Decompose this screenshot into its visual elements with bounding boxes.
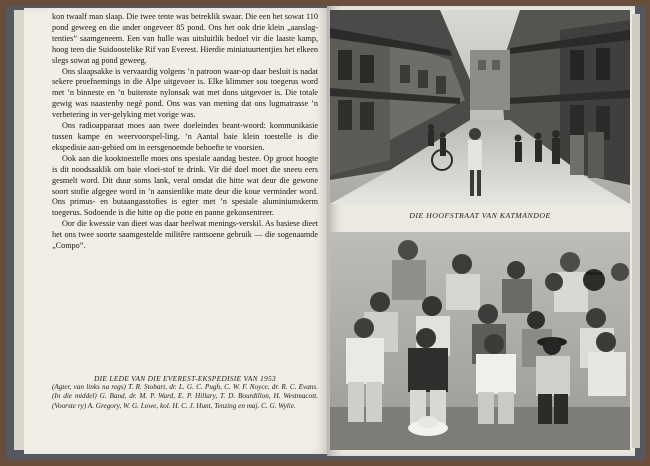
paragraph-4: Ook aan die kooktoestelle moes ons spesiale aandag bestee. Op groot hoogte is dit noodsaaklik om baie vloei-stof te drink. Vir dié doel moet die sneeu eers gesmelt word. Dit duur soms lank, veral omdat die hitte wat deur die gewone soort stofie afgegee word in ’n aansienlike mate deur die koue verminder word. Ons primus- en butaangasstofies is egter met ’n spesiale aluminiumskerm toegerus. Sodoende is die hitte op die potte en panne gekonsentreer. [52, 153, 318, 218]
paragraph-3: Ons radioapparaat moes aan twee doeleindes beant-woord: kommunikasie tussen kampe en weervoorspel-ling. ’n Aantal baie klein toestelle is die ekspedisie aan-gebied om in eersgenoemde behoefte te voorsien. [52, 121, 318, 152]
caption-title: DIE LEDE VAN DIE EVEREST-EKSPEDISIE VAN 1953 [94, 374, 276, 383]
caption-body: (Agter, van links na regs) T. R. Stobart, dr. L. G. C. Pugh, C. W. F. Noyce, dr. R. C. Evans. (In die middel) G. Band, dr. M. P. Ward, E. P. Hillary, T. D. Bourdillon, H. Westmacott. (Voorste ry) A. Gregory, W. G. Lowe, kol. H. C. J. Hunt, Tenzing en maj. C. G. Wylie. [52, 383, 318, 410]
paragraph-5: Oor die kwessie van dieet was daar heelwat menings-verskil. As basiese dieet het ons twee soorte saamgestelde militêre rantsoene gebruik — die sogenaamde „Compo”. [52, 219, 318, 251]
body-text [52, 12, 318, 252]
paragraph-2: Ons slaapsakke is vervaardig volgens ’n patroon waar-op daar besluit is nadat sekere proefnemings in die Alpe uitgevoer is. Elke klimmer sou toegerus word met ’n binneste en ’n buitenste nylonsak wat met dons uitgevoer is. Die totale gewig was naastenby negé pond. Ons was van mening dat ons lugmatrasse ’n verbetering in ver-gelyking met vorige was. [52, 66, 318, 120]
right-page-edge [632, 14, 640, 448]
street-photo-caption: DIE HOOFSTRAAT VAN KATMANDOE [409, 211, 551, 220]
expedition-group-photo [330, 232, 630, 450]
street-photo [330, 10, 630, 204]
group-photo-caption [52, 374, 318, 411]
paragraph-1: kon twaalf man slaap. Die twee tente was betreklik swaar. Die een het sowat 110 pond geweeg en die ander ongeveer 85 pond. Ons het ook drie klein „aanslag-tenties” saamgeneem. Een van hulle was uitsluitlik bedoel vir die laaste kamp, hoog teen die Suidoostelike Rif van Everest. Hierdie miniatuurtentjies het elkeen slegs sowat ag pond geweeg. [52, 12, 318, 65]
